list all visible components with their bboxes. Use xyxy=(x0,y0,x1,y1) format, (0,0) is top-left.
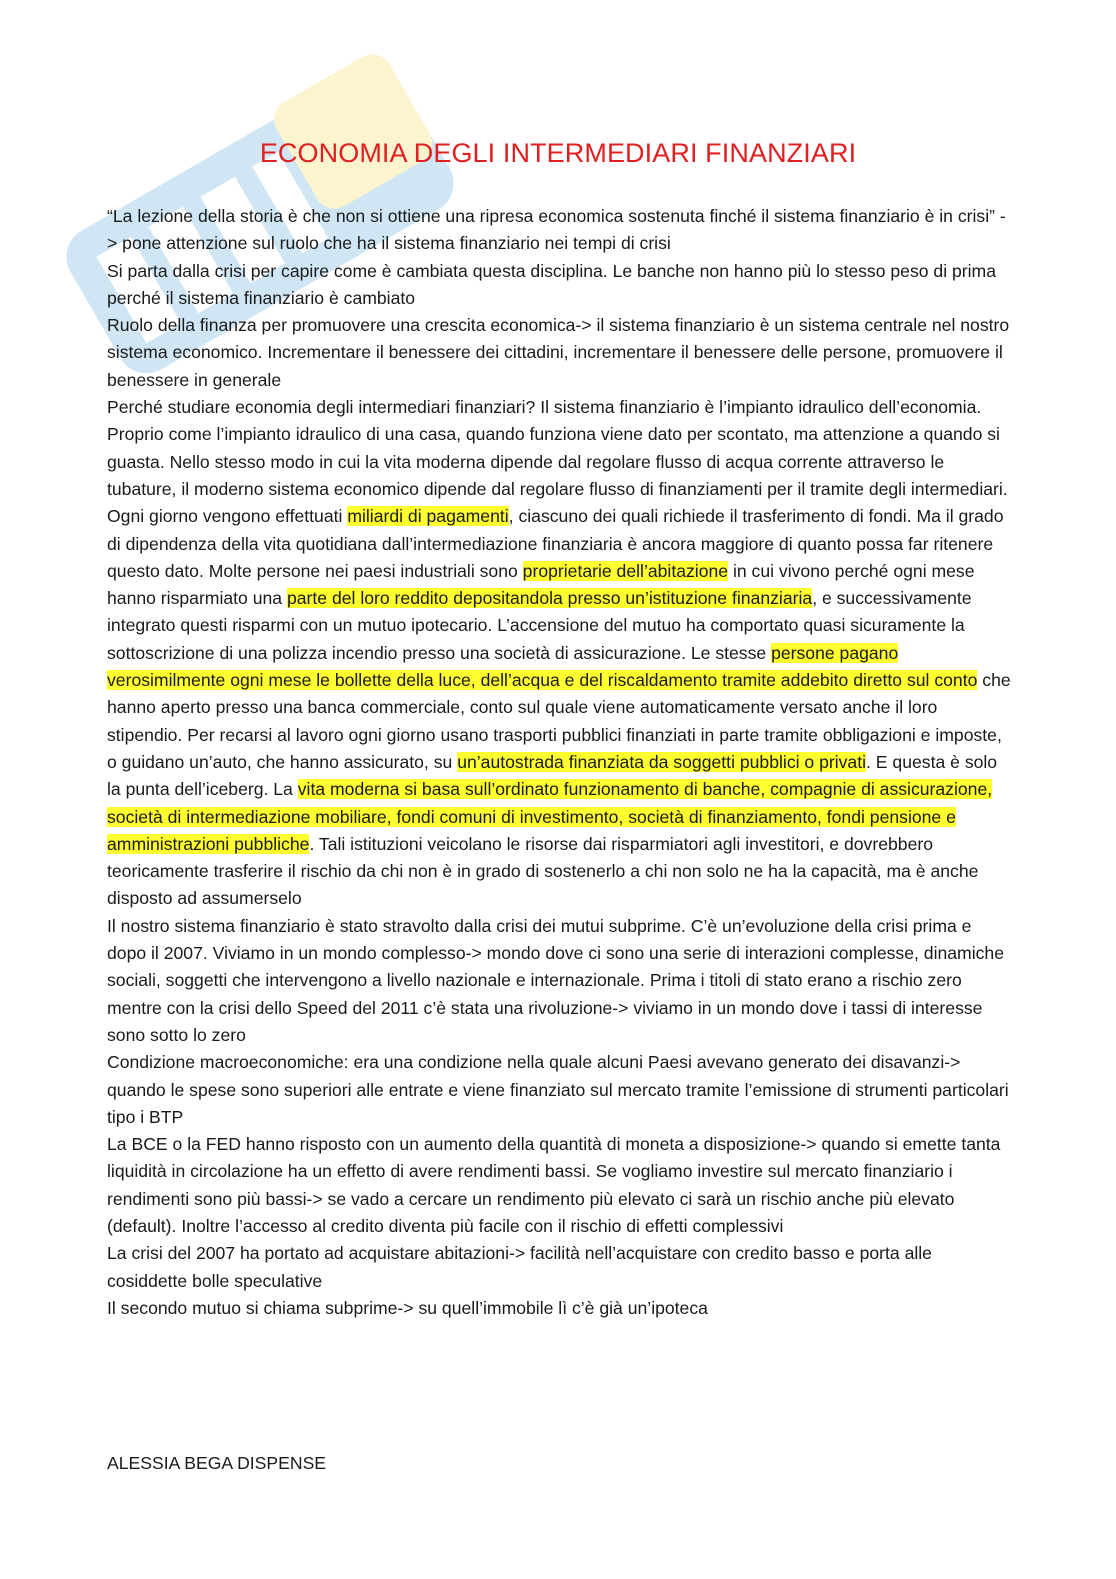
paragraph xyxy=(107,394,1012,913)
text-run: Il nostro sistema finanziario è stato stravolto dalla crisi dei mutui subprime. C’è un’evoluzione della crisi prima e dopo il 2007. Viviamo in un mondo complesso-> mondo dove ci sono una serie di interazioni complesse, dinamiche sociali, soggetti che intervengono a livello nazionale e internazionale. Prima i titoli di stato erano a rischio zero mentre con la crisi dello Speed del 2011 c’è stata una rivoluzione-> viviamo in un mondo dove i tassi di interesse sono sotto lo zero xyxy=(107,915,1004,1045)
paragraph xyxy=(107,1240,1012,1295)
text-run: . Tali istituzioni veicolano le risorse dai risparmiatori agli investitori, e dovrebbero teoricamente trasferire il rischio da chi non è in grado di sostenerlo a chi non solo ne ha la capacità, ma è anche disposto ad assumerselo xyxy=(107,833,979,909)
text-run: Ruolo della finanza per promuovere una crescita economica-> il sistema finanziario è un sistema centrale nel nostro sistema economico. Incrementare il benessere dei cittadini, incrementare il benessere delle persone, promuovere il benessere in generale xyxy=(107,315,1010,390)
document-body xyxy=(107,203,1012,1322)
text-run: Perché studiare economia degli intermediari finanziari? Il sistema finanziario è l’impianto idraulico dell’economia. Proprio come l’impianto idraulico di una casa, quando funziona viene dato per scontato, ma attenzione a quando si guasta. Nello stesso modo in cui la vita moderna dipende dal regolare flusso di acqua corrente attraverso le tubature, il moderno sistema economico dipende dal regolare flusso di finanziamenti per il tramite degli intermediari. Ogni giorno vengono effettuati xyxy=(107,397,1008,527)
paragraph xyxy=(107,1295,1012,1322)
text-run: Si parta dalla crisi per capire come è cambiata questa disciplina. Le banche non hanno più lo stesso peso di prima perché il sistema finanziario è cambiato xyxy=(107,260,996,308)
text-run: “La lezione della storia è che non si ottiene una ripresa economica sostenuta finché il sistema finanziario è in crisi” -> pone attenzione sul ruolo che ha il sistema finanziario nei tempi di crisi xyxy=(107,206,1006,254)
text-run: Il secondo mutuo si chiama subprime-> su quell’immobile lì c’è già un’ipoteca xyxy=(107,1297,708,1318)
highlighted-text: un’autostrada finanziata da soggetti pubblici o privati xyxy=(457,751,867,772)
paragraph xyxy=(107,312,1012,394)
highlighted-text: miliardi di pagamenti xyxy=(347,506,509,527)
text-run: , e successivamente integrato questi risparmi con un mutuo ipotecario. L’accensione del mutuo ha comportato quasi sicuramente la sottoscrizione di una polizza incendio presso una società di assicurazione. Le stesse xyxy=(107,588,972,663)
page-title: ECONOMIA DEGLI INTERMEDIARI FINANZIARI xyxy=(259,138,857,168)
text-run: . E questa è solo la punta dell’iceberg. La xyxy=(107,751,998,800)
highlighted-text: parte del loro reddito depositandola presso un’istituzione finanziaria xyxy=(286,588,813,609)
paragraph xyxy=(107,203,1012,258)
paragraph xyxy=(107,1049,1012,1131)
text-run: Condizione macroeconomiche: era una condizione nella quale alcuni Paesi avevano generato dei disavanzi-> quando le spese sono superiori alle entrate e viene finanziato sul mercato tramite l’emissione di strumenti particolari tipo i BTP xyxy=(107,1052,1009,1127)
document-footer: ALESSIA BEGA DISPENSE xyxy=(107,1453,327,1473)
text-run: in cui vivono perché ogni mese hanno risparmiato una xyxy=(107,560,975,609)
paragraph xyxy=(107,913,1012,1049)
highlighted-text: persone pagano verosimilmente ogni mese le bollette della luce, dell’acqua e del riscaldamento tramite addebito diretto sul conto xyxy=(107,642,978,691)
text-run: che hanno aperto presso una banca commerciale, conto sul quale viene automaticamente versato anche il loro stipendio. Per recarsi al lavoro ogni giorno usano trasporti pubblici finanziati in parte tramite obbligazioni e imposte, o guidano un’auto, che hanno assicurato, su xyxy=(107,670,1011,772)
text-run: , ciascuno dei quali richiede il trasferimento di fondi. Ma il grado di dipendenza della vita quotidiana dall’intermediazione finanziaria è ancora maggiore di quanto possa far ritenere questo dato. Molte persone nei paesi industriali sono xyxy=(107,506,1004,581)
highlighted-text: proprietarie dell’abitazione xyxy=(522,560,729,581)
highlighted-text: vita moderna si basa sull’ordinato funzionamento di banche, compagnie di assicurazione, società di intermediazione mobiliare, fondi comuni di investimento, società di finanziamento, fondi pensione e amministrazioni pubbliche xyxy=(107,779,993,854)
paragraph xyxy=(107,1131,1012,1240)
text-run: La crisi del 2007 ha portato ad acquistare abitazioni-> facilità nell’acquistare con credito basso e porta alle cosiddette bolle speculative xyxy=(107,1243,932,1291)
text-run: La BCE o la FED hanno risposto con un aumento della quantità di moneta a disposizione-> quando si emette tanta liquidità in circolazione ha un effetto di avere rendimenti bassi. Se vogliamo investire sul mercato finanziario i rendimenti sono più bassi-> se vado a cercare un rendimento più elevato ci sarà un rischio anche più elevato (default). Inoltre l’accesso al credito diventa più facile con il rischio di effetti complessivi xyxy=(107,1134,1001,1236)
paragraph xyxy=(107,258,1012,313)
